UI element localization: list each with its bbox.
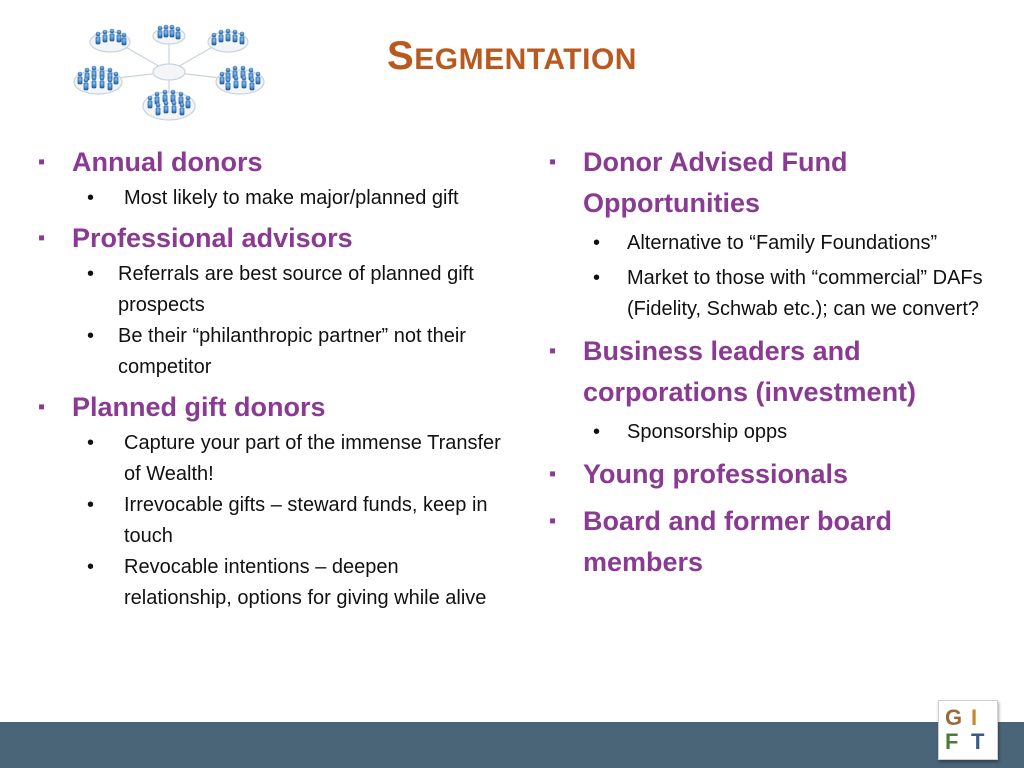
section-heading-text: Annual donors <box>72 147 263 177</box>
slide-title-rest: EGMENTATION <box>414 43 637 76</box>
bullet-dot-icon: • <box>87 263 95 285</box>
list-item <box>34 183 504 214</box>
logo-letter: I <box>971 705 978 730</box>
slide-title <box>0 34 1024 79</box>
bullet-dot-icon: • <box>593 232 601 254</box>
square-bullet-icon <box>38 218 45 260</box>
section-heading-text: Business leaders and corporations (investment) <box>583 336 917 407</box>
section-heading <box>545 501 1010 583</box>
gift-logo <box>938 700 998 760</box>
bullet-dot-icon: • <box>593 421 601 443</box>
list-item <box>34 490 504 552</box>
section-heading-text: Young professionals <box>583 459 849 489</box>
list-item-text: Sponsorship opps <box>627 421 788 443</box>
list-item-text: Most likely to make major/planned gift <box>124 187 459 209</box>
list-item-text: Capture your part of the immense Transfer of Wealth! <box>124 432 501 485</box>
logo-letter: F <box>945 729 959 754</box>
list-item-text: Alternative to “Family Foundations” <box>627 232 938 254</box>
bullet-dot-icon: • <box>87 556 95 578</box>
right-column <box>545 142 1010 583</box>
list-item <box>34 428 504 490</box>
section-heading <box>34 387 504 428</box>
list-item-text: Be their “philanthropic partner” not their competitor <box>118 325 466 378</box>
square-bullet-icon <box>549 331 556 373</box>
section-heading-text: Board and former board members <box>583 506 893 577</box>
list-item <box>34 259 504 321</box>
logo-letter: G <box>945 705 963 730</box>
square-bullet-icon <box>549 142 556 184</box>
list-item <box>545 263 1010 325</box>
footer-bar <box>0 722 1024 768</box>
section-heading <box>545 454 1010 495</box>
list-item <box>545 417 1010 448</box>
section-heading-text: Donor Advised Fund Opportunities <box>583 147 848 218</box>
gift-logo-letters <box>945 706 993 756</box>
list-item <box>545 228 1010 259</box>
logo-letter: T <box>971 729 985 754</box>
left-column <box>34 142 504 614</box>
section-heading <box>34 142 504 183</box>
list-item <box>34 552 504 614</box>
section-heading <box>545 331 1010 413</box>
section-heading <box>34 218 504 259</box>
square-bullet-icon <box>549 501 556 543</box>
section-heading-text: Professional advisors <box>72 223 353 253</box>
square-bullet-icon <box>38 387 45 429</box>
list-item-text: Revocable intentions – deepen relationship, options for giving while alive <box>124 556 487 609</box>
section-heading-text: Planned gift donors <box>72 392 326 422</box>
bullet-dot-icon: • <box>87 494 95 516</box>
section-heading <box>545 142 1010 224</box>
bullet-dot-icon: • <box>87 187 95 209</box>
square-bullet-icon <box>549 454 556 496</box>
list-item-text: Referrals are best source of planned gift prospects <box>118 263 474 316</box>
list-item-text: Market to those with “commercial” DAFs (Fidelity, Schwab etc.); can we convert? <box>627 267 983 320</box>
bullet-dot-icon: • <box>87 432 95 454</box>
bullet-dot-icon: • <box>593 267 601 289</box>
bullet-dot-icon: • <box>87 325 95 347</box>
slide-title-first-letter: S <box>387 34 415 78</box>
list-item <box>34 321 504 383</box>
square-bullet-icon <box>38 142 45 184</box>
list-item-text: Irrevocable gifts – steward funds, keep in touch <box>124 494 488 547</box>
